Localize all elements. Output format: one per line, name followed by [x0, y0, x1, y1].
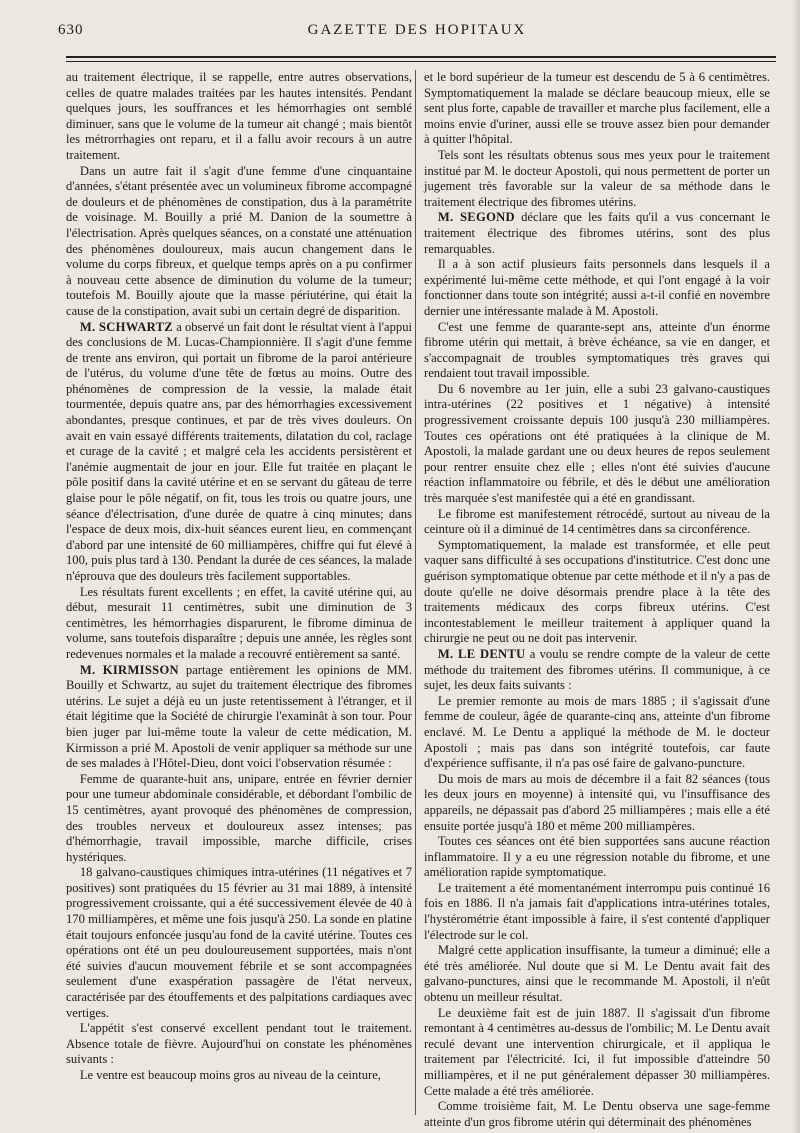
right-column — [424, 70, 770, 1130]
column-divider — [415, 70, 416, 1115]
paragraph — [424, 694, 770, 772]
page-edge-shadow — [792, 0, 800, 1133]
paragraph — [424, 382, 770, 507]
paragraph — [66, 1021, 412, 1068]
running-header — [58, 18, 776, 48]
header-rule — [66, 56, 776, 58]
journal-title: GAZETTE DES HOPITAUX — [307, 22, 527, 38]
header-rule-thin — [66, 61, 776, 62]
paragraph — [66, 320, 412, 585]
paragraph-text: L'appétit s'est conservé excellent pendant tout le traitement. Absence totale de fièvre. Aujourd'hui on constate les phénomènes suivants : — [66, 1021, 412, 1067]
speaker-name: M. LE DENTU — [437, 646, 526, 661]
paragraph — [66, 70, 412, 164]
paragraph-text: et le bord supérieur de la tumeur est descendu de 5 à 6 centimètres. Symptomatiquement la malade se déclare beaucoup mieux, elle se sent plus forte, capable de travailler et marche plus facilement, elle a moins envie d'uriner, aussi elle se trouve assez bien pour demander à quitter l'hôpital. — [424, 70, 770, 147]
paragraph-text: Tels sont les résultats obtenus sous mes yeux pour le traitement institué par M. le docteur Apostoli, qui nous permettent de porter un jugement très favorable sur la valeur de sa méthode dans le traitement électrique des fibromes utérins. — [424, 147, 770, 209]
paragraph — [424, 943, 770, 1005]
paragraph-text: Le traitement a été momentanément interrompu puis continué 16 fois en 1886. Il n'a jamais fait d'applications intra-utérines totales, l'hystérométrie étant impossible à faire, il s'est contenté d'appliquer l'électrode sur le col. — [424, 880, 770, 942]
paragraph — [66, 865, 412, 1021]
paragraph-text: Dans un autre fait il s'agit d'une femme d'une cinquantaine d'années, s'étant présentée avec un volumineux fibrome accompagné de douleurs et de phénomènes de constipation, dus à la paramétrite de voisinage. M. Bouilly a prié M. Danion de la soumettre à l'électrisation. Après quelques séances, on a constaté une atténuation des phénomènes douloureux, mais aucun changement dans le volume du corps fibreux, et quelque temps après on a pu confirmer à nouveau cette absence de diminution du volume de la tumeur; toutefois M. Bouilly ajoute que la masse périutérine, qui était la cause de la constipation, avait subi un certain degré de disparition. — [66, 163, 412, 318]
paragraph — [424, 70, 770, 148]
paragraph-text: Toutes ces séances ont été bien supportées sans aucune réaction inflammatoire. Il y a eu une régression notable du fibrome, et une amélioration rapide symptomatique. — [424, 834, 770, 880]
paragraph — [66, 663, 412, 772]
paragraph-text: Malgré cette application insuffisante, la tumeur a diminué; elle a été très améliorée. Nul doute que si M. Le Dentu avait fait des galvano-punctures, ainsi que le recommande M. Apostoli, il n'eût obtenu un meilleur résultat. — [424, 943, 770, 1005]
paragraph-text: Le premier remonte au mois de mars 1885 ; il s'agissait d'une femme de couleur, âgée de quarante-cinq ans, atteinte d'un fibrome enclavé. M. Le Dentu a appliqué la méthode de M. le docteur Apostoli ; mais pas dans son intégrité toutefois, car faute d'expérience suffisante, il n'a pas osé faire de galvano-puncture. — [424, 693, 770, 771]
paragraph-text: Comme troisième fait, M. Le Dentu observa une sage-femme atteinte d'un gros fibrome utérin qui déterminait des phénomènes — [424, 1099, 770, 1129]
paragraph-text: Du mois de mars au mois de décembre il a fait 82 séances (tous les deux jours en moyenne) à intensité qui, vu l'insuffisance des appareils, ne dépassait pas d'abord 25 milliampères ; mais elle a été ensuite portée jusqu'à 180 et même 200 milliampères. — [424, 771, 770, 833]
paragraph-text: 18 galvano-caustiques chimiques intra-utérines (11 négatives et 7 positives) sont pratiquées du 15 février au 31 mai 1889, à intensité progressivement croissante, qui a été successivement élevée de 40 à 170 milliampères, et même une fois jusqu'à 250. La sonde en platine était toujours enfoncée jusqu'au fond de la cavité utérine. Toutes ces opérations ont été un peu douloureusement supportées, mais n'ont été suivies d'aucun mouvement fébrile et se sont accompagnées seulement d'une exaspération passagère de l'état nerveux, caractérisée par des étouffements et des palpitations cardiaques avec vertiges. — [66, 865, 412, 1020]
paragraph-text: Le ventre est beaucoup moins gros au niveau de la ceinture, — [79, 1068, 381, 1082]
paragraph — [66, 585, 412, 663]
speaker-name: M. SEGOND — [437, 210, 515, 225]
paragraph-text: Symptomatiquement, la malade est transformée, et elle peut vaquer sans difficulté à ses occupations d'institutrice. C'est donc une guérison symptomatique obtenue par cette méthode et il n'y a pas de doute qu'elle ne doive désormais prendre place à la tête des traitements médicaux des corps fibreux utérins. C'est incontestablement le meilleur traitement à appliquer quand la chirurgie ne peut ou ne doit pas intervenir. — [424, 537, 770, 646]
paragraph — [66, 1068, 412, 1084]
paragraph — [424, 1099, 770, 1130]
paragraph-text: a voulu se rendre compte de la valeur de cette méthode du traitement des fibromes utérins. Il communique, à ce sujet, les deux faits suivants : — [424, 646, 770, 693]
paragraph — [424, 507, 770, 538]
paragraph — [424, 881, 770, 943]
paragraph-text: Du 6 novembre au 1er juin, elle a subi 23 galvano-caustiques intra-utérines (22 positives et 1 négative) à intensité progressivement croissante depuis 100 jusqu'à 230 milliampères. Toutes ces opérations ont été pratiquées à la clinique de M. Apostoli, la malade gardant une ou deux heures de repos seulement pour rentrer ensuite chez elle ; elles n'ont été suivies d'aucune réaction inflammatoire ou fébrile, et dès le début une amélioration très marquée s'est manifestée qui a été en grandissant. — [424, 381, 770, 506]
paragraph — [424, 257, 770, 319]
paragraph-text: C'est une femme de quarante-sept ans, atteinte d'un énorme fibrome utérin qui mettait, à brève échéance, sa vie en danger, et s'accompagnait de troubles symptomatiques très graves qui rendaient tout travail impossible. — [424, 319, 770, 381]
paragraph — [424, 772, 770, 834]
speaker-name: M. SCHWARTZ — [79, 319, 174, 334]
paragraph-text: Il a à son actif plusieurs faits personnels dans lesquels il a expérimenté lui-même cette méthode, et qui l'ont engagé à la voir fonctionner dans toute son intégrité; aussi a-t-il confié en novembre dernier une intéressante malade à M. Apostoli. — [424, 257, 770, 318]
paragraph-text: Femme de quarante-huit ans, unipare, entrée en février dernier pour une tumeur abdominale considérable, et débordant l'ombilic de 15 centimètres, ayant provoqué des phénomènes de compression, des troubles nerveux et douloureux assez intenses; pas d'hémorrhagie, travail impossible, marche difficile, crises hystériques. — [66, 771, 412, 864]
paragraph — [424, 1006, 770, 1100]
paragraph — [424, 320, 770, 382]
paragraph — [424, 210, 770, 257]
paragraph — [424, 647, 770, 694]
page-number: 630 — [58, 22, 84, 38]
paragraph-text: a observé un fait dont le résultat vient à l'appui des conclusions de M. Lucas-Championnière. Il s'agit d'une femme de trente ans environ, qui portait un fibrome de la paroi antérieure de l'utérus, du volume d'une tête de fœtus au moins. Outre des phénomènes de compression de la vessie, la malade était tourmentée, depuis quatre ans, par des hémorrhagies excessivement abondantes, presque continues, et par de très vives douleurs. On avait en vain essayé différents traitements, dilatation du col, raclage et curage de la cavité ; et malgré cela les accidents persistèrent et l'anémie augmentait de jour en jour. Elle fut traitée en plaçant le pôle positif dans la cavité utérine et en se servant du gâteau de terre glaise pour le pôle négatif, on fit, tous les trois ou quatre jours, une séance d'électrisation, d'une durée de quatre à cinq minutes; dans l'espace de deux mois, dix-huit séances eurent lieu, en commençant d'abord par une intensité de 60 milliampères, chiffre qui fut élevé à 100, puis plus tard à 130. Pendant la durée de ces séances, la malade n'éprouva que des douleurs très facilement supportables. — [66, 319, 412, 583]
paragraph-text: Les résultats furent excellents ; en effet, la cavité utérine qui, au début, mesurait 11 centimètres, subit une diminution de 3 centimètres, les hémorrhagies disparurent, le fibrome diminua de volume, sans toutefois disparaître ; depuis une année, les règles sont redevenues normales et la malade a recouvré entièrement sa santé. — [66, 584, 412, 661]
paragraph — [424, 148, 770, 210]
speaker-name: M. KIRMISSON — [79, 662, 179, 677]
left-column — [66, 70, 412, 1084]
paragraph-text: Le fibrome est manifestement rétrocédé, surtout au niveau de la ceinture où il a diminué de 14 centimètres dans sa circonférence. — [424, 506, 770, 537]
paragraph-text: au traitement électrique, il se rappelle, entre autres observations, celles de quatre malades traitées par les hautes intensités. Pendant quelques jours, les souffrances et les hémorrhagies ont semblé diminuer, sans que le volume de la tumeur ait changé ; mais bientôt les métrorrhagies ont reparu, et il a fallu avoir recours à un autre traitement. — [66, 70, 412, 162]
paragraph — [66, 164, 412, 320]
paragraph-text: déclare que les faits qu'il a vus concernant le traitement électrique des fibromes utérins, sont des plus remarquables. — [424, 210, 770, 256]
paragraph-text: Le deuxième fait est de juin 1887. Il s'agissait d'un fibrome remontant à 4 centimètres au-dessus de l'ombilic; M. Le Dentu avait reculé devant une intervention chirurgicale, et il appliqua le traitement par l'électricité. Ici, il fut impossible d'atteindre 50 milliampères, et il ne put généralement dépasser 30 milliampères. Cette malade a été très améliorée. — [424, 1005, 770, 1098]
paragraph — [424, 538, 770, 647]
paragraph — [424, 834, 770, 881]
paragraph — [66, 772, 412, 866]
paragraph-text: partage entièrement les opinions de MM. Bouilly et Schwartz, au sujet du traitement électrique des fibromes utérins. Le sujet a déjà eu un juste retentissement à l'étranger, et il était légitime que la Société de chirurgie l'examinât à son tour. Pour bien juger par lui-même toute la valeur de cette médication, M. Kirmisson a prié M. Apostoli de venir appliquer sa méthode sur une de ses malades à l'Hôtel-Dieu, dont voici l'observation résumée : — [66, 662, 412, 771]
